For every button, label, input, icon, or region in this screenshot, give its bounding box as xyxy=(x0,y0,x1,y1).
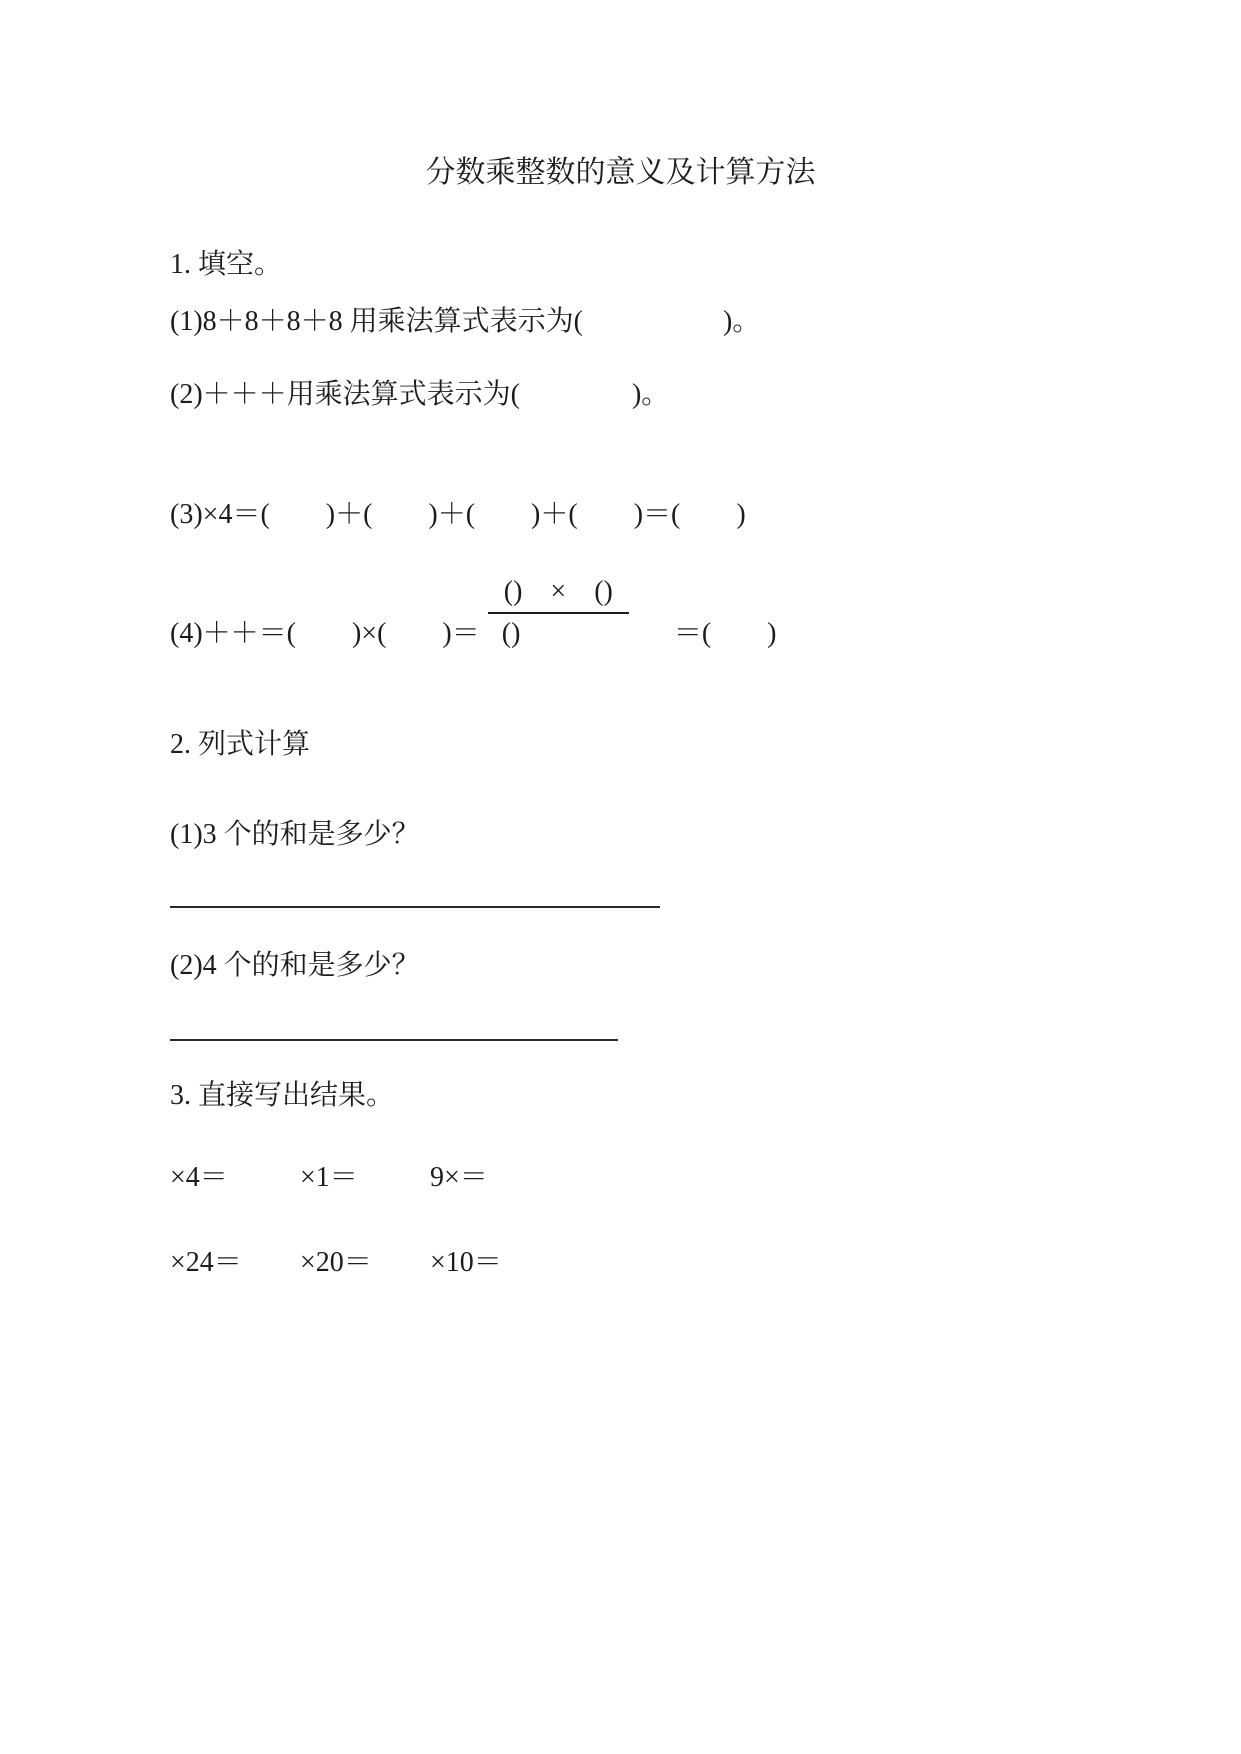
section1-item3: (3)×4＝( )＋( )＋( )＋( )＝( ) xyxy=(170,499,746,530)
section1-heading: 1. 填空。 xyxy=(170,249,283,280)
section3-heading: 3. 直接写出结果。 xyxy=(170,1080,395,1111)
fraction-template xyxy=(488,572,629,654)
calc-item: ×10＝ xyxy=(430,1247,502,1278)
section2-item2: (2)4 个的和是多少？ xyxy=(170,950,420,981)
calc-item: ×4＝ xyxy=(170,1162,228,1193)
calc-item: 9×＝ xyxy=(430,1162,488,1193)
fraction-denominator: () xyxy=(501,618,521,649)
section1-item4-after: ＝( ) xyxy=(673,618,777,649)
section3-row1 xyxy=(170,1158,1071,1198)
section1-item4-before: (4)＋＋＝( )×( )＝ xyxy=(170,618,480,649)
section1-item1: (1)8＋8＋8＋8 用乘法算式表示为( )。 xyxy=(170,306,761,337)
page-title: 分数乘整数的意义及计算方法 xyxy=(425,156,816,189)
calc-item: ×1＝ xyxy=(300,1162,358,1193)
section2-heading: 2. 列式计算 xyxy=(170,729,311,760)
fraction-numerator: () × () xyxy=(488,572,629,614)
calc-item: ×20＝ xyxy=(300,1247,372,1278)
section2-item1: (1)3 个的和是多少？ xyxy=(170,819,420,850)
answer-blank-line-1 xyxy=(170,906,660,908)
answer-blank-line-2 xyxy=(170,1039,618,1041)
section3-row2 xyxy=(170,1243,1071,1283)
section1-item4 xyxy=(170,572,1071,654)
section1-item2: (2)＋＋＋用乘法算式表示为( )。 xyxy=(170,379,670,410)
calc-item: ×24＝ xyxy=(170,1247,242,1278)
